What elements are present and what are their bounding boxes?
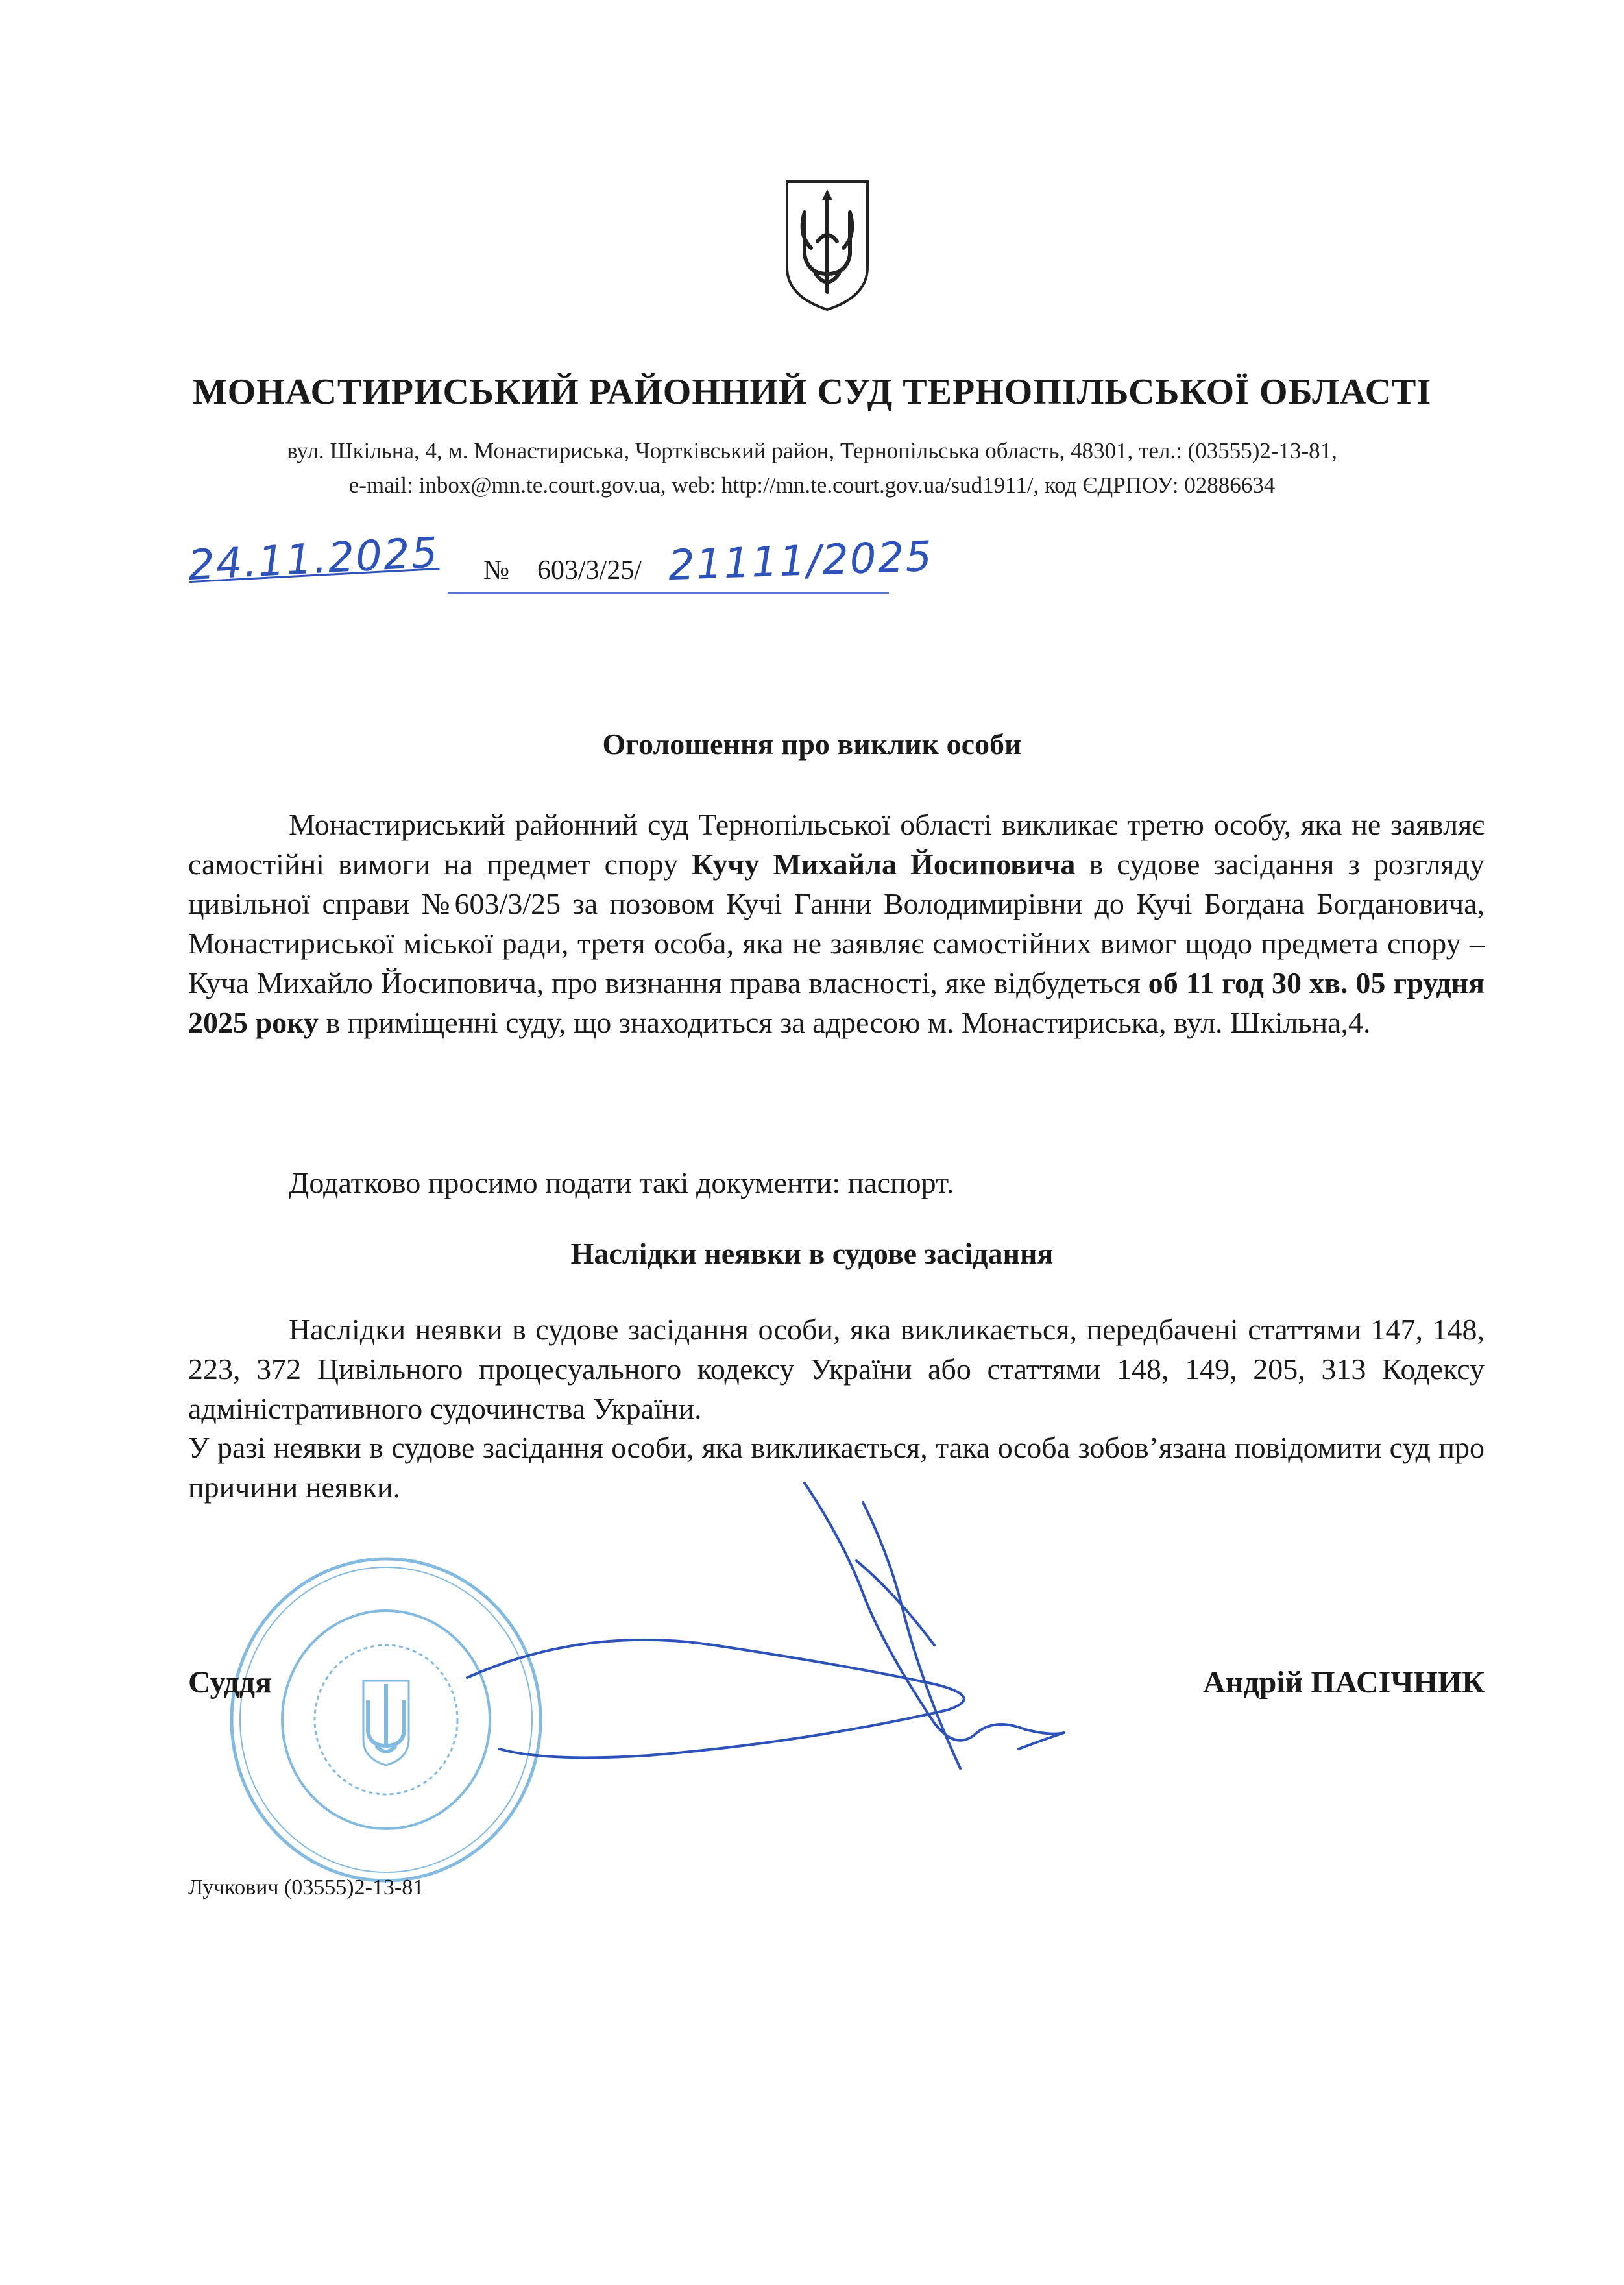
court-address: вул. Шкільна, 4, м. Монастириська, Чортківський район, Тернопільська область, 48301, тел.: (03555)2-13-81, xyxy=(287,438,1337,463)
hearing-datetime: об 11 год 30 хв. 05 грудня 2025 року xyxy=(188,966,1485,1039)
registration-underline xyxy=(448,592,889,594)
notification-paragraph: У разі неявки в судове засідання особи, яка викликається, така особа зобов’язана повідомити суд про причини неявки. xyxy=(188,1431,1485,1504)
documents-request: Додатково просимо подати такі документи: паспорт. xyxy=(289,1166,954,1199)
paragraph-middle: в судове засідання з розгляду цивільної справи №603/3/25 за позовом Кучі Ганни Володимирівни до Кучі Богдана Богдановича, Монастириської міської ради, третя особа, яка не заявляє самостійних вимог щодо предмета спору – Куча Михайло Йосиповича, про визнання права власності, яке відбудеться xyxy=(188,848,1485,999)
paragraph-end: в приміщенні суду, що знаходиться за адресою м. Монастириська, вул. Шкільна,4. xyxy=(318,1006,1371,1039)
summoned-person: Кучу Михайла Йосиповича xyxy=(692,848,1076,881)
handwritten-signature-icon xyxy=(441,1476,1090,1788)
court-name: МОНАСТИРИСЬКИЙ РАЙОННИЙ СУД ТЕРНОПІЛЬСЬКОЇ ОБЛАСТІ xyxy=(192,372,1432,412)
announcement-heading: Оголошення про виклик особи xyxy=(602,727,1022,761)
announcement-paragraph xyxy=(188,805,1485,1042)
trident-coat-of-arms-icon xyxy=(782,177,873,313)
consequences-heading: Наслідки неявки в судове засідання xyxy=(570,1237,1054,1270)
paragraph-intro: Монастириський районний суд Тернопільської області викликає третю особу, яка не заявляє самостійні вимоги на предмет спору xyxy=(188,808,1485,881)
judge-name: Андрій ПАСІЧНИК xyxy=(1203,1665,1485,1700)
handwritten-registration-number: 21111/2025 xyxy=(667,532,934,591)
handwritten-date: 24.11.2025 xyxy=(187,528,441,591)
consequences-paragraph: Наслідки неявки в судове засідання особи, яка викликається, передбачені статтями 147, 148, 223, 372 Цивільного процесуального кодексу України або статтями 148, 149, 205, 313 Кодексу адміністративного судочинства України. xyxy=(188,1313,1485,1425)
case-reference-number: 603/3/25/ xyxy=(537,556,642,585)
executor-contact: Лучкович (03555)2-13-81 xyxy=(188,1876,424,1900)
court-contacts: e-mail: inbox@mn.te.court.gov.ua, web: http://mn.te.court.gov.ua/sud1911/, код ЄДРПОУ: 02886634 xyxy=(348,472,1276,498)
judge-title: Суддя xyxy=(188,1665,272,1700)
number-sign: № xyxy=(483,556,510,585)
